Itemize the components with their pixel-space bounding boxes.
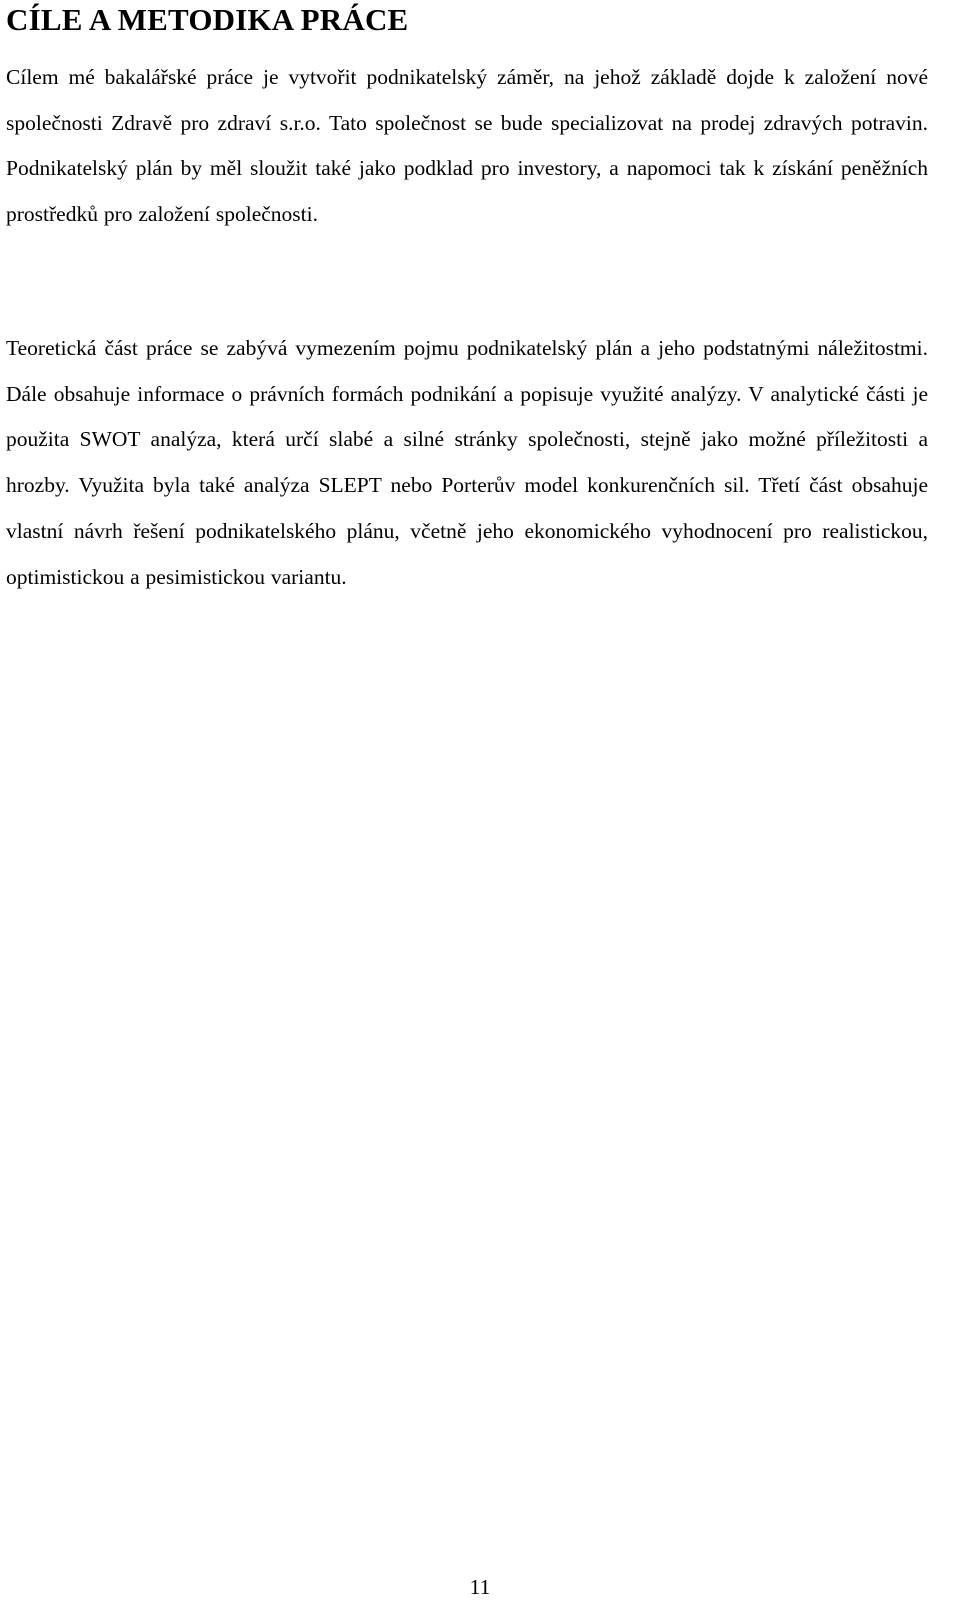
section-heading: CÍLE A METODIKA PRÁCE (6, 2, 409, 37)
paragraph-aim: Cílem mé bakalářské práce je vytvořit podnikatelský záměr, na jehož základě dojde k založení nové společnosti Zdravě pro zdraví s.r.o. Tato společnost se bude specializovat na prodej zdravých potravin. Podnikatelský plán by měl sloužit také jako podklad pro investory, a napomoci tak k získání peněžních prostředků pro založení společnosti. (6, 65, 928, 227)
paragraph-structure: Teoretická část práce se zabývá vymezením pojmu podnikatelský plán a jeho podstatnými náležitostmi. Dále obsahuje informace o právních formách podnikání a popisuje využité analýzy. V analytické části je použita SWOT analýza, která určí slabé a silné stránky společnosti, stejně jako možné příležitosti a hrozby. Využita byla také analýza SLEPT nebo Porterův model konkurenčních sil. Třetí část obsahuje vlastní návrh řešení podnikatelského plánu, včetně jeho ekonomického vyhodnocení pro realistickou, optimistickou a pesimistickou variantu. (6, 336, 928, 589)
page-number: 11 (469, 1575, 491, 1599)
